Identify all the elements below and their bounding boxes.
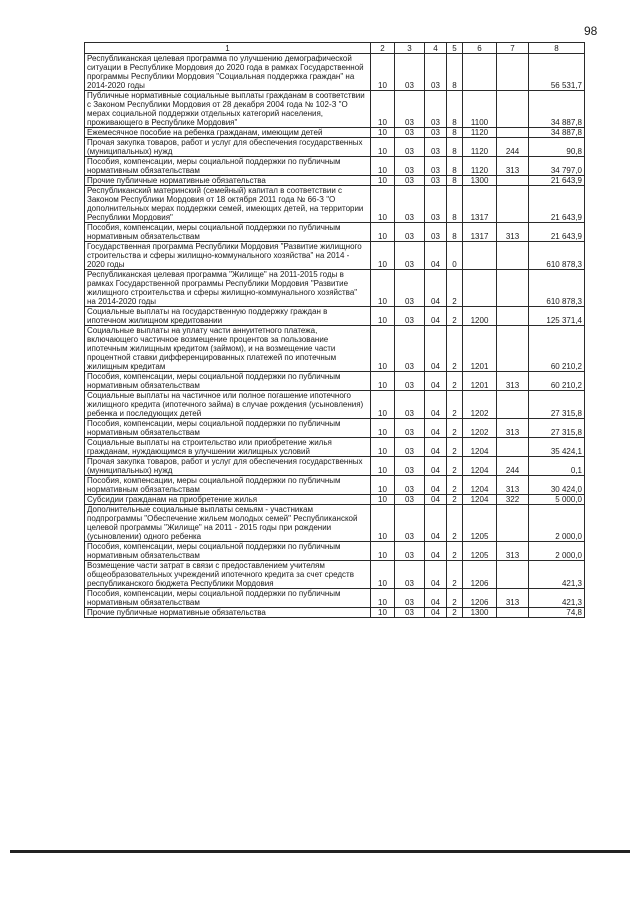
subsection-code-cell: 03 — [395, 542, 425, 561]
section-code-cell: 10 — [371, 157, 395, 176]
description-cell: Пособия, компенсации, меры социальной поддержки по публичным нормативным обязательствам — [85, 476, 371, 495]
table-row — [85, 495, 585, 505]
subsection-code-cell: 03 — [395, 589, 425, 608]
page-number: 98 — [584, 24, 598, 38]
subprogram-code-cell: 2 — [447, 542, 463, 561]
expense-type-code-cell: 313 — [497, 223, 529, 242]
section-code-cell: 10 — [371, 307, 395, 326]
table-row — [85, 505, 585, 542]
program-code-cell: 04 — [425, 419, 447, 438]
subprogram-code-cell: 8 — [447, 91, 463, 128]
table-row — [85, 138, 585, 157]
section-code-cell: 10 — [371, 242, 395, 270]
amount-cell: 2 000,0 — [529, 505, 585, 542]
table-row — [85, 391, 585, 419]
subsection-code-cell: 03 — [395, 505, 425, 542]
section-code-cell: 10 — [371, 476, 395, 495]
description-cell: Возмещение части затрат в связи с предоставлением учителям общеобразовательных учреждений ипотечного кредита за счет средств республиканского бюджета Республики Мордовия — [85, 561, 371, 589]
subprogram-code-cell: 2 — [447, 457, 463, 476]
program-code-cell: 04 — [425, 495, 447, 505]
article-code-cell: 1202 — [463, 391, 497, 419]
subsection-code-cell: 03 — [395, 326, 425, 372]
subprogram-code-cell: 2 — [447, 372, 463, 391]
program-code-cell: 03 — [425, 138, 447, 157]
column-header-1: 1 — [85, 43, 371, 54]
section-code-cell: 10 — [371, 223, 395, 242]
description-cell: Пособия, компенсации, меры социальной поддержки по публичным нормативным обязательствам — [85, 589, 371, 608]
subsection-code-cell: 03 — [395, 495, 425, 505]
program-code-cell: 04 — [425, 326, 447, 372]
article-code-cell: 1205 — [463, 542, 497, 561]
article-code-cell: 1204 — [463, 457, 497, 476]
expense-type-code-cell — [497, 128, 529, 138]
article-code-cell: 1204 — [463, 438, 497, 457]
column-header-6: 6 — [463, 43, 497, 54]
expense-type-code-cell: 313 — [497, 372, 529, 391]
subsection-code-cell: 03 — [395, 128, 425, 138]
table-row — [85, 128, 585, 138]
article-code-cell: 1205 — [463, 505, 497, 542]
table-row — [85, 223, 585, 242]
amount-cell: 34 887,8 — [529, 91, 585, 128]
section-code-cell: 10 — [371, 589, 395, 608]
subprogram-code-cell: 2 — [447, 438, 463, 457]
header-row — [85, 43, 585, 54]
section-code-cell: 10 — [371, 505, 395, 542]
table-row — [85, 176, 585, 186]
description-cell: Социальные выплаты на строительство или приобретение жилья гражданам, нуждающимся в улучшении жилищных условий — [85, 438, 371, 457]
subprogram-code-cell: 8 — [447, 223, 463, 242]
expense-type-code-cell: 313 — [497, 589, 529, 608]
subsection-code-cell: 03 — [395, 391, 425, 419]
table-row — [85, 242, 585, 270]
article-code-cell — [463, 242, 497, 270]
amount-cell: 21 643,9 — [529, 176, 585, 186]
subsection-code-cell: 03 — [395, 223, 425, 242]
expense-type-code-cell — [497, 391, 529, 419]
description-cell: Государственная программа Республики Мордовия "Развитие жилищного строительства и сферы жилищно-коммунального хозяйства" на 2014 - 2020 годы — [85, 242, 371, 270]
section-code-cell: 10 — [371, 495, 395, 505]
table-row — [85, 372, 585, 391]
table-row — [85, 186, 585, 223]
program-code-cell: 04 — [425, 608, 447, 618]
subsection-code-cell: 03 — [395, 91, 425, 128]
subprogram-code-cell: 2 — [447, 270, 463, 307]
subprogram-code-cell: 8 — [447, 54, 463, 91]
table-row — [85, 542, 585, 561]
subprogram-code-cell: 2 — [447, 495, 463, 505]
section-code-cell: 10 — [371, 438, 395, 457]
amount-cell: 610 878,3 — [529, 270, 585, 307]
expense-type-code-cell — [497, 438, 529, 457]
program-code-cell: 04 — [425, 542, 447, 561]
description-cell: Прочие публичные нормативные обязательства — [85, 608, 371, 618]
section-code-cell: 10 — [371, 186, 395, 223]
expense-type-code-cell — [497, 91, 529, 128]
section-code-cell: 10 — [371, 176, 395, 186]
expense-type-code-cell: 313 — [497, 419, 529, 438]
subprogram-code-cell: 2 — [447, 608, 463, 618]
program-code-cell: 03 — [425, 128, 447, 138]
amount-cell: 27 315,8 — [529, 391, 585, 419]
description-cell: Социальные выплаты на частичное или полное погашение ипотечного жилищного кредита (ипотечного займа) в случае рождения (усыновления) ребенка и последующих детей — [85, 391, 371, 419]
budget-table-wrap — [84, 42, 584, 618]
subprogram-code-cell: 8 — [447, 128, 463, 138]
subsection-code-cell: 03 — [395, 176, 425, 186]
article-code-cell: 1300 — [463, 176, 497, 186]
expense-type-code-cell: 322 — [497, 495, 529, 505]
description-cell: Ежемесячное пособие на ребенка гражданам, имеющим детей — [85, 128, 371, 138]
subprogram-code-cell: 2 — [447, 307, 463, 326]
description-cell: Пособия, компенсации, меры социальной поддержки по публичным нормативным обязательствам — [85, 419, 371, 438]
program-code-cell: 04 — [425, 505, 447, 542]
amount-cell: 30 424,0 — [529, 476, 585, 495]
column-header-5: 5 — [447, 43, 463, 54]
expense-type-code-cell — [497, 176, 529, 186]
article-code-cell: 1202 — [463, 419, 497, 438]
description-cell: Социальные выплаты на государственную поддержку граждан в ипотечном жилищном кредитовании — [85, 307, 371, 326]
subsection-code-cell: 03 — [395, 438, 425, 457]
amount-cell: 90,8 — [529, 138, 585, 157]
article-code-cell: 1204 — [463, 495, 497, 505]
table-row — [85, 270, 585, 307]
expense-type-code-cell — [497, 186, 529, 223]
expense-type-code-cell — [497, 242, 529, 270]
table-row — [85, 438, 585, 457]
section-code-cell: 10 — [371, 542, 395, 561]
subsection-code-cell: 03 — [395, 561, 425, 589]
subsection-code-cell: 03 — [395, 138, 425, 157]
expense-type-code-cell — [497, 326, 529, 372]
table-row — [85, 54, 585, 91]
amount-cell: 421,3 — [529, 561, 585, 589]
subsection-code-cell: 03 — [395, 54, 425, 91]
program-code-cell: 03 — [425, 91, 447, 128]
article-code-cell: 1206 — [463, 589, 497, 608]
description-cell: Пособия, компенсации, меры социальной поддержки по публичным нормативным обязательствам — [85, 223, 371, 242]
budget-table — [84, 42, 585, 618]
description-cell: Республиканский материнский (семейный) капитал в соответствии с Законом Республики Мордовия от 18 октября 2011 года № 66-З "О дополнительных мерах поддержки семей, имеющих детей, на территории Республики Мордовия" — [85, 186, 371, 223]
program-code-cell: 03 — [425, 223, 447, 242]
article-code-cell: 1201 — [463, 326, 497, 372]
program-code-cell: 04 — [425, 561, 447, 589]
section-code-cell: 10 — [371, 561, 395, 589]
subprogram-code-cell: 8 — [447, 186, 463, 223]
section-code-cell: 10 — [371, 419, 395, 438]
expense-type-code-cell: 313 — [497, 476, 529, 495]
subprogram-code-cell: 2 — [447, 476, 463, 495]
expense-type-code-cell — [497, 307, 529, 326]
section-code-cell: 10 — [371, 608, 395, 618]
program-code-cell: 04 — [425, 270, 447, 307]
program-code-cell: 04 — [425, 457, 447, 476]
amount-cell: 5 000,0 — [529, 495, 585, 505]
description-cell: Пособия, компенсации, меры социальной поддержки по публичным нормативным обязательствам — [85, 157, 371, 176]
section-code-cell: 10 — [371, 270, 395, 307]
amount-cell: 60 210,2 — [529, 372, 585, 391]
amount-cell: 610 878,3 — [529, 242, 585, 270]
description-cell: Республиканская целевая программа по улучшению демографической ситуации в Республике Мордовия до 2020 года в рамках Государственной программы Республики Мордовия "Социальная поддержка граждан" на 2014-2020 годы — [85, 54, 371, 91]
amount-cell: 27 315,8 — [529, 419, 585, 438]
subsection-code-cell: 03 — [395, 372, 425, 391]
section-code-cell: 10 — [371, 372, 395, 391]
description-cell: Прочая закупка товаров, работ и услуг для обеспечения государственных (муниципальных) нужд — [85, 138, 371, 157]
description-cell: Прочие публичные нормативные обязательства — [85, 176, 371, 186]
column-header-8: 8 — [529, 43, 585, 54]
subprogram-code-cell: 8 — [447, 176, 463, 186]
subprogram-code-cell: 2 — [447, 561, 463, 589]
expense-type-code-cell: 313 — [497, 157, 529, 176]
program-code-cell: 04 — [425, 307, 447, 326]
subsection-code-cell: 03 — [395, 457, 425, 476]
section-code-cell: 10 — [371, 138, 395, 157]
subsection-code-cell: 03 — [395, 242, 425, 270]
table-body — [85, 54, 585, 618]
program-code-cell: 03 — [425, 157, 447, 176]
subprogram-code-cell: 2 — [447, 419, 463, 438]
section-code-cell: 10 — [371, 54, 395, 91]
subsection-code-cell: 03 — [395, 186, 425, 223]
article-code-cell: 1120 — [463, 138, 497, 157]
article-code-cell: 1200 — [463, 307, 497, 326]
program-code-cell: 03 — [425, 176, 447, 186]
description-cell: Пособия, компенсации, меры социальной поддержки по публичным нормативным обязательствам — [85, 372, 371, 391]
article-code-cell: 1317 — [463, 223, 497, 242]
table-row — [85, 307, 585, 326]
program-code-cell: 04 — [425, 476, 447, 495]
column-header-3: 3 — [395, 43, 425, 54]
subsection-code-cell: 03 — [395, 419, 425, 438]
column-header-2: 2 — [371, 43, 395, 54]
bottom-rule — [10, 850, 630, 853]
article-code-cell: 1204 — [463, 476, 497, 495]
amount-cell: 421,3 — [529, 589, 585, 608]
subprogram-code-cell: 0 — [447, 242, 463, 270]
program-code-cell: 04 — [425, 372, 447, 391]
section-code-cell: 10 — [371, 128, 395, 138]
article-code-cell: 1206 — [463, 561, 497, 589]
article-code-cell: 1317 — [463, 186, 497, 223]
amount-cell: 0,1 — [529, 457, 585, 476]
description-cell: Публичные нормативные социальные выплаты гражданам в соответствии с Законом Республики Мордовия от 28 декабря 2004 года № 102-З "О мерах социальной поддержки отдельных категорий населения, проживающего в Республике Мордовия" — [85, 91, 371, 128]
description-cell: Прочая закупка товаров, работ и услуг для обеспечения государственных (муниципальных) нужд — [85, 457, 371, 476]
article-code-cell: 1201 — [463, 372, 497, 391]
expense-type-code-cell: 244 — [497, 457, 529, 476]
subsection-code-cell: 03 — [395, 608, 425, 618]
table-row — [85, 157, 585, 176]
amount-cell: 60 210,2 — [529, 326, 585, 372]
table-row — [85, 608, 585, 618]
amount-cell: 125 371,4 — [529, 307, 585, 326]
program-code-cell: 04 — [425, 391, 447, 419]
amount-cell: 35 424,1 — [529, 438, 585, 457]
amount-cell: 21 643,9 — [529, 223, 585, 242]
subprogram-code-cell: 8 — [447, 157, 463, 176]
section-code-cell: 10 — [371, 457, 395, 476]
amount-cell: 34 797,0 — [529, 157, 585, 176]
table-row — [85, 589, 585, 608]
program-code-cell: 04 — [425, 242, 447, 270]
amount-cell: 2 000,0 — [529, 542, 585, 561]
subprogram-code-cell: 8 — [447, 138, 463, 157]
expense-type-code-cell — [497, 561, 529, 589]
article-code-cell — [463, 54, 497, 91]
program-code-cell: 04 — [425, 438, 447, 457]
section-code-cell: 10 — [371, 326, 395, 372]
section-code-cell: 10 — [371, 391, 395, 419]
table-row — [85, 419, 585, 438]
section-code-cell: 10 — [371, 91, 395, 128]
expense-type-code-cell — [497, 608, 529, 618]
program-code-cell: 03 — [425, 54, 447, 91]
description-cell: Субсидии гражданам на приобретение жилья — [85, 495, 371, 505]
subprogram-code-cell: 2 — [447, 326, 463, 372]
program-code-cell: 03 — [425, 186, 447, 223]
description-cell: Пособия, компенсации, меры социальной поддержки по публичным нормативным обязательствам — [85, 542, 371, 561]
amount-cell: 74,8 — [529, 608, 585, 618]
subsection-code-cell: 03 — [395, 307, 425, 326]
table-row — [85, 457, 585, 476]
program-code-cell: 04 — [425, 589, 447, 608]
amount-cell: 34 887,8 — [529, 128, 585, 138]
expense-type-code-cell — [497, 270, 529, 307]
amount-cell: 56 531,7 — [529, 54, 585, 91]
expense-type-code-cell: 313 — [497, 542, 529, 561]
subprogram-code-cell: 2 — [447, 391, 463, 419]
description-cell: Социальные выплаты на уплату части аннуитетного платежа, включающего частичное возмещение процентов за пользование ипотечным жилищным кредитом (займом), и на возмещение части процентной ставки дифференцированных платежей по ипотечным жилищным кредитам — [85, 326, 371, 372]
subsection-code-cell: 03 — [395, 476, 425, 495]
amount-cell: 21 643,9 — [529, 186, 585, 223]
column-header-7: 7 — [497, 43, 529, 54]
table-row — [85, 561, 585, 589]
subsection-code-cell: 03 — [395, 270, 425, 307]
article-code-cell: 1120 — [463, 128, 497, 138]
description-cell: Республиканская целевая программа "Жилище" на 2011-2015 годы в рамках Государственной программы Республики Мордовия "Развитие жилищного строительства и сферы жилищно-коммунального хозяйства" на 2014-2020 годы — [85, 270, 371, 307]
expense-type-code-cell — [497, 54, 529, 91]
article-code-cell: 1120 — [463, 157, 497, 176]
table-row — [85, 91, 585, 128]
description-cell: Дополнительные социальные выплаты семьям - участникам подпрограммы "Обеспечение жильем молодых семей" Республиканской целевой программы "Жилище" на 2011 - 2015 годы при рождении (усыновлении) одного ребенка — [85, 505, 371, 542]
expense-type-code-cell: 244 — [497, 138, 529, 157]
article-code-cell — [463, 270, 497, 307]
subprogram-code-cell: 2 — [447, 589, 463, 608]
article-code-cell: 1100 — [463, 91, 497, 128]
table-row — [85, 326, 585, 372]
article-code-cell: 1300 — [463, 608, 497, 618]
table-row — [85, 476, 585, 495]
column-header-4: 4 — [425, 43, 447, 54]
expense-type-code-cell — [497, 505, 529, 542]
subprogram-code-cell: 2 — [447, 505, 463, 542]
subsection-code-cell: 03 — [395, 157, 425, 176]
